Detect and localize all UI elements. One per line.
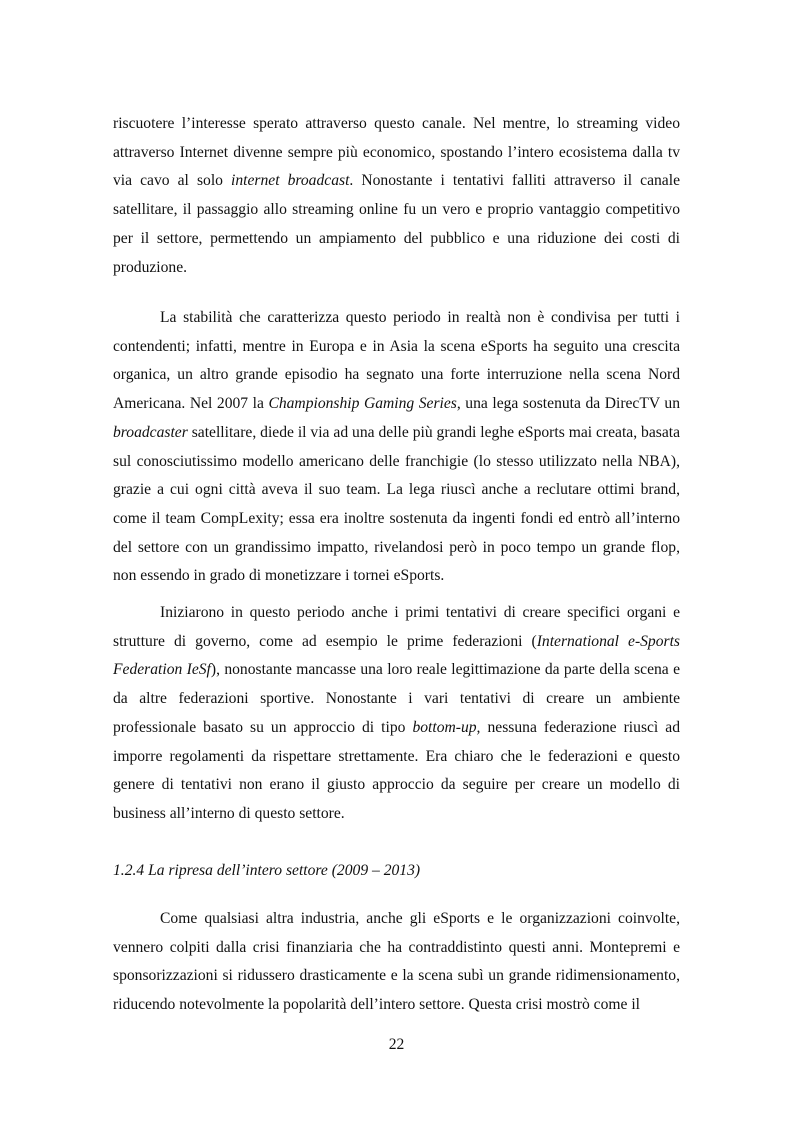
paragraph-text: Iniziarono in questo periodo anche i primi tentativi di creare specifici organi e strutture di governo, come ad esempio le prime federazioni (International e-Sports Federation IeSf), nonostante mancasse una loro reale legittimazione da parte della scena e da altre federazioni sportive. Nonostante i vari tentativi di creare un ambiente professionale basato su un approccio di tipo bottom-up, nessuna federazione riuscì ad imporre regolamenti da rispettare strettamente. Era chiaro che le federazioni e questo genere di tentativi non erano il giusto approccio da seguire per creare un modello di business all’interno di questo settore.	[113, 604, 680, 822]
page-number: 22	[388, 1036, 405, 1053]
paragraph-financial-crisis	[113, 905, 680, 1020]
paragraph-text: La stabilità che caratterizza questo periodo in realtà non è condivisa per tutti i contendenti; infatti, mentre in Europa e in Asia la scena eSports ha seguito una crescita organica, un altro grande episodio ha segnato una forte interruzione nella scena Nord Americana. Nel 2007 la Championship Gaming Series, una lega sostenuta da DirecTV un broadcaster satellitare, diede il via ad una delle più grandi leghe eSports mai creata, basata sul conosciutissimo modello americano delle franchigie (lo stesso utilizzato nella NBA), grazie a cui ogni città aveva il suo team. La lega riuscì anche a reclutare ottimi brand, come il team CompLexity; essa era inoltre sostenuta da ingenti fondi ed entrò all’interno del settore con un grandissimo impatto, rivelandosi però in poco tempo un grande flop, non essendo in grado di monetizzare i tornei eSports.	[113, 309, 680, 585]
paragraph-championship-gaming-series	[113, 304, 680, 591]
section-heading: 1.2.4 La ripresa dell’intero settore (2009 – 2013)	[113, 862, 421, 879]
paragraph-text: riscuotere l’interesse sperato attraverso questo canale. Nel mentre, lo streaming video attraverso Internet divenne sempre più economico, spostando l’intero ecosistema dalla tv via cavo al solo internet broadcast. Nonostante i tentativi falliti attraverso il canale satellitare, il passaggio allo streaming online fu un vero e proprio vantaggio competitivo per il settore, permettendo un ampiamento del pubblico e una riduzione dei costi di produzione.	[113, 115, 680, 276]
paragraph-streaming	[113, 110, 680, 282]
paragraph-federations	[113, 599, 680, 829]
paragraph-text: Come qualsiasi altra industria, anche gli eSports e le organizzazioni coinvolte, vennero colpiti dalla crisi finanziaria che ha contraddistinto questi anni. Montepremi e sponsorizzazioni si ridussero drasticamente e la scena subì un grande ridimensionamento, riducendo notevolmente la popolarità dell’intero settore. Questa crisi mostrò come il	[113, 910, 680, 1014]
